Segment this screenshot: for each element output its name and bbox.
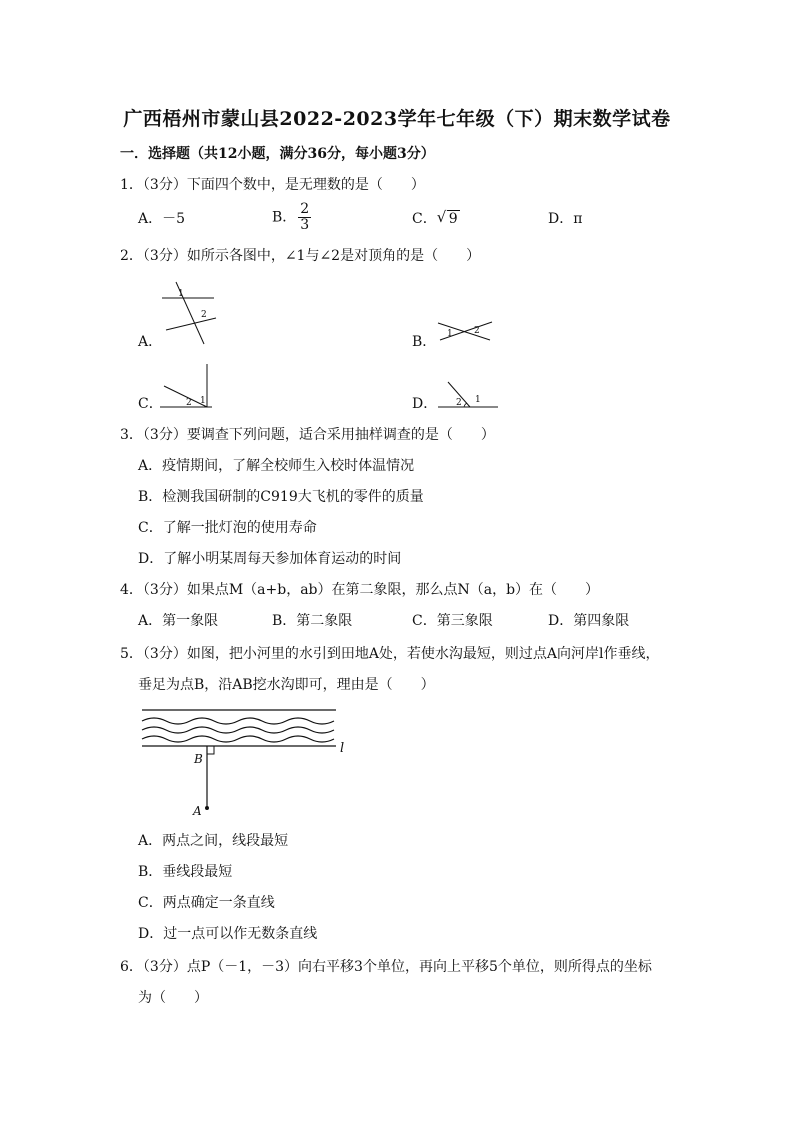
question-2-option-a: A．	[138, 334, 163, 350]
question-1-option-c	[412, 209, 460, 229]
question-4-stem: 4．（3分）如果点M（a+b，ab）在第二象限，那么点N（a，b）在（ ）	[120, 582, 600, 598]
question-6-stem-line-1: 6．（3分）点P（－1，－3）向右平移3个单位，再向上平移5个单位，则所得点的坐标	[120, 959, 652, 975]
label-a: A	[193, 804, 202, 818]
question-5-option-a: A．两点之间，线段最短	[138, 833, 289, 849]
figure-2a	[158, 280, 218, 346]
fig2c-label-1: 1	[200, 396, 206, 406]
fig2d-label-1: 1	[475, 395, 481, 405]
question-1-option-a: A．－5	[138, 211, 186, 227]
question-3-option-c: C．了解一批灯泡的使用寿命	[138, 520, 317, 536]
section-heading: 一．选择题（共12小题，满分36分，每小题3分）	[120, 146, 435, 162]
question-4-option-c: C．第三象限	[412, 613, 493, 629]
question-5-option-d: D．过一点可以作无数条直线	[138, 926, 318, 942]
river-wave-3	[142, 736, 334, 742]
fig2b-label-1: 1	[447, 329, 453, 339]
question-5-stem-line-1: 5．（3分）如图，把小河里的水引到田地A处，若使水沟最短，则过点A向河岸l作垂线，	[120, 646, 660, 662]
radical-sign-icon: √	[436, 208, 447, 226]
question-5-stem-line-2: 垂足为点B，沿AB挖水沟即可，理由是（ ）	[138, 677, 435, 693]
question-2-option-d: D．	[412, 396, 438, 412]
question-4-option-d: D．第四象限	[548, 613, 630, 629]
fig2c-label-2: 2	[186, 398, 192, 408]
river-wave-2	[142, 727, 334, 733]
fig2a-label-1: 1	[178, 289, 184, 299]
fraction	[298, 202, 311, 233]
question-2-option-c: C．	[138, 396, 163, 412]
question-6-stem-line-2: 为（ ）	[138, 990, 208, 1006]
question-2-option-b: B．	[412, 334, 437, 350]
option-c-prefix: C．	[412, 211, 437, 227]
exam-title: 广西梧州市蒙山县2022-2023学年七年级（下）期末数学试卷	[123, 108, 671, 130]
fig2a-label-2: 2	[201, 310, 207, 320]
fig2d-angle-arc	[464, 403, 467, 407]
fraction-numerator: 2	[300, 201, 310, 217]
fraction-denominator: 3	[300, 217, 310, 233]
right-angle-mark	[207, 746, 214, 754]
question-5-option-b: B．垂线段最短	[138, 864, 233, 880]
label-b: B	[194, 752, 203, 766]
label-l: l	[340, 741, 345, 756]
point-a-dot	[205, 806, 209, 810]
fig2d-label-2: 2	[456, 398, 462, 408]
figure-2d	[436, 378, 500, 410]
question-2-stem: 2．（3分）如所示各图中，∠1与∠2是对顶角的是（ ）	[120, 248, 481, 264]
question-4-option-b: B．第二象限	[272, 613, 353, 629]
figure-2b	[436, 318, 496, 344]
question-3-stem: 3．（3分）要调查下列问题，适合采用抽样调查的是（ ）	[120, 427, 495, 443]
figure-5-river	[140, 704, 355, 819]
radicand: 9	[448, 211, 458, 227]
question-1-option-d: D．π	[548, 211, 583, 227]
question-3-option-b: B．检测我国研制的C919大飞机的零件的质量	[138, 489, 424, 505]
question-3-option-a: A．疫情期间，了解全校师生入校时体温情况	[138, 458, 415, 474]
figure-2c	[160, 362, 218, 410]
question-3-option-d: D．了解小明某周每天参加体育运动的时间	[138, 551, 402, 567]
question-5-option-c: C．两点确定一条直线	[138, 895, 275, 911]
option-b-prefix: B．	[272, 209, 297, 226]
question-1-stem: 1．（3分）下面四个数中，是无理数的是（ ）	[120, 177, 425, 193]
river-wave-1	[142, 718, 334, 724]
question-4-option-a: A．第一象限	[138, 613, 219, 629]
fig2b-label-2: 2	[474, 326, 480, 336]
fig2a-slanted-line	[166, 318, 216, 330]
question-1-option-b	[272, 202, 311, 233]
square-root	[437, 209, 460, 229]
